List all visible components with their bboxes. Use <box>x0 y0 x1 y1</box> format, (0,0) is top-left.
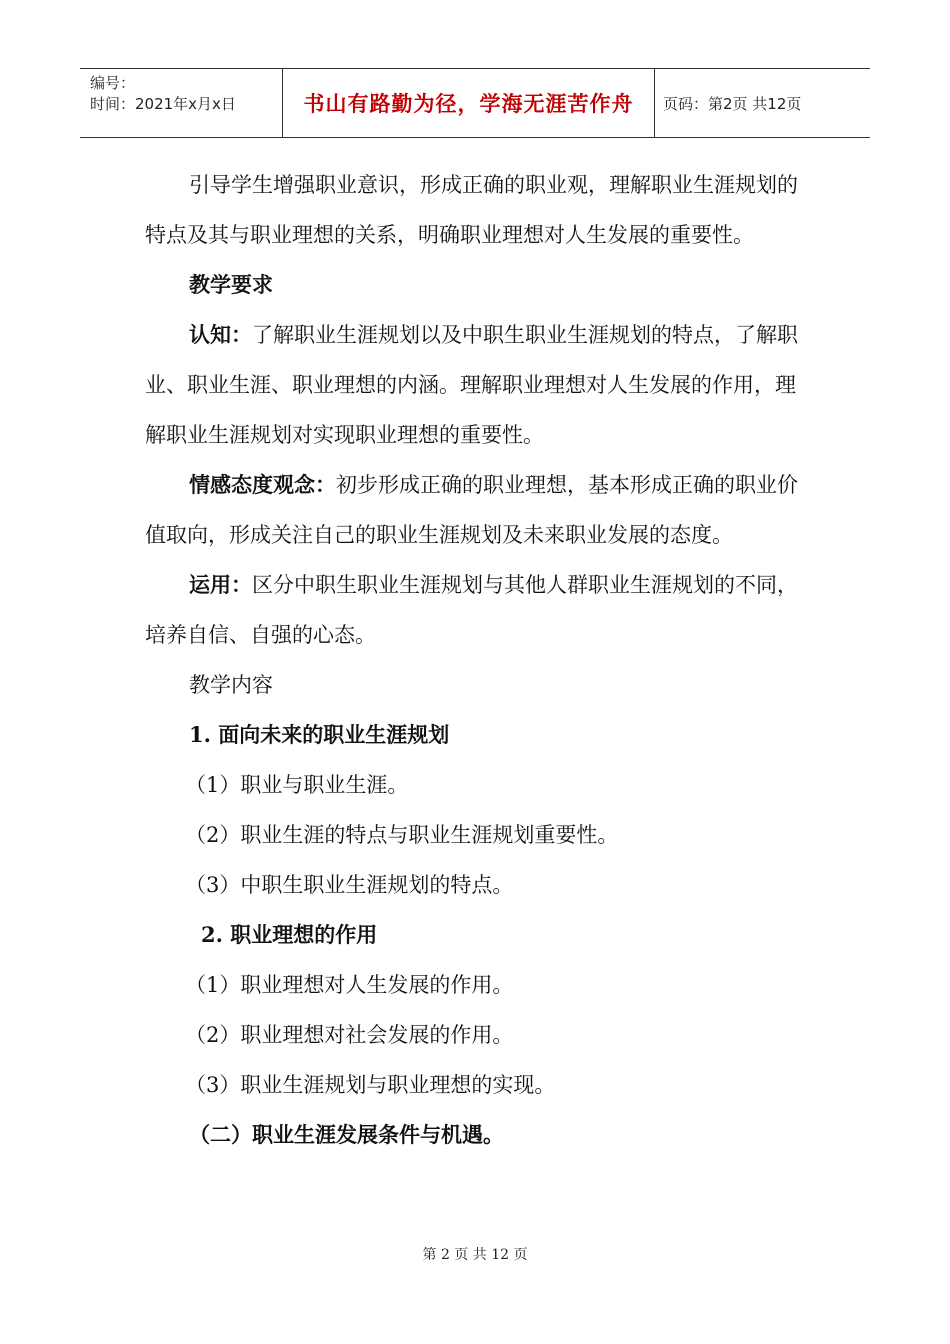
page-footer: 第 2 页 共 12 页 <box>422 1247 528 1263</box>
section1-heading: 1. 面向未来的职业生涯规划 <box>189 722 450 747</box>
apply-paragraph <box>145 560 810 660</box>
list-item: （1）职业与职业生涯。 <box>185 773 409 797</box>
apply-label: 运用： <box>189 572 252 597</box>
emotion-label: 情感态度观念： <box>189 472 336 497</box>
list-item: （3）职业生涯规划与职业理想的实现。 <box>185 1073 556 1097</box>
list-item: （3）中职生职业生涯规划的特点。 <box>185 873 514 897</box>
apply-text: 区分中职生职业生涯规划与其他人群职业生涯规划的不同，培养自信、自强的心态。 <box>145 573 798 647</box>
page-header <box>80 68 870 138</box>
requirements-heading: 教学要求 <box>189 272 273 297</box>
cognition-label: 认知： <box>189 322 252 347</box>
header-motto: 书山有路勤为径，学海无涯苦作舟 <box>282 69 655 137</box>
section2-heading: 2. 职业理想的作用 <box>201 922 378 947</box>
list-item: （1）职业理想对人生发展的作用。 <box>185 973 514 997</box>
time-label: 时间：2021年x月x日 <box>90 95 236 113</box>
section3-heading: （二）职业生涯发展条件与机遇。 <box>189 1122 504 1147</box>
emotion-text: 初步形成正确的职业理想，基本形成正确的职业价值取向，形成关注自己的职业生涯规划及未来职业发展的态度。 <box>145 473 798 547</box>
content-heading: 教学内容 <box>189 673 273 697</box>
cognition-text: 了解职业生涯规划以及中职生职业生涯规划的特点，了解职业、职业生涯、职业理想的内涵。理解职业理想对人生发展的作用，理解职业生涯规划对实现职业理想的重要性。 <box>145 323 798 447</box>
document-body <box>145 160 810 1160</box>
intro-paragraph: 引导学生增强职业意识，形成正确的职业观，理解职业生涯规划的特点及其与职业理想的关系，明确职业理想对人生发展的重要性。 <box>145 173 798 247</box>
cognition-paragraph <box>145 310 810 460</box>
list-item: （2）职业生涯的特点与职业生涯规划重要性。 <box>185 823 619 847</box>
header-meta <box>80 69 282 137</box>
header-page-info: 页码：第2页 共12页 <box>663 94 802 113</box>
emotion-paragraph <box>145 460 810 560</box>
list-item: （2）职业理想对社会发展的作用。 <box>185 1023 514 1047</box>
number-label: 编号： <box>90 74 136 92</box>
